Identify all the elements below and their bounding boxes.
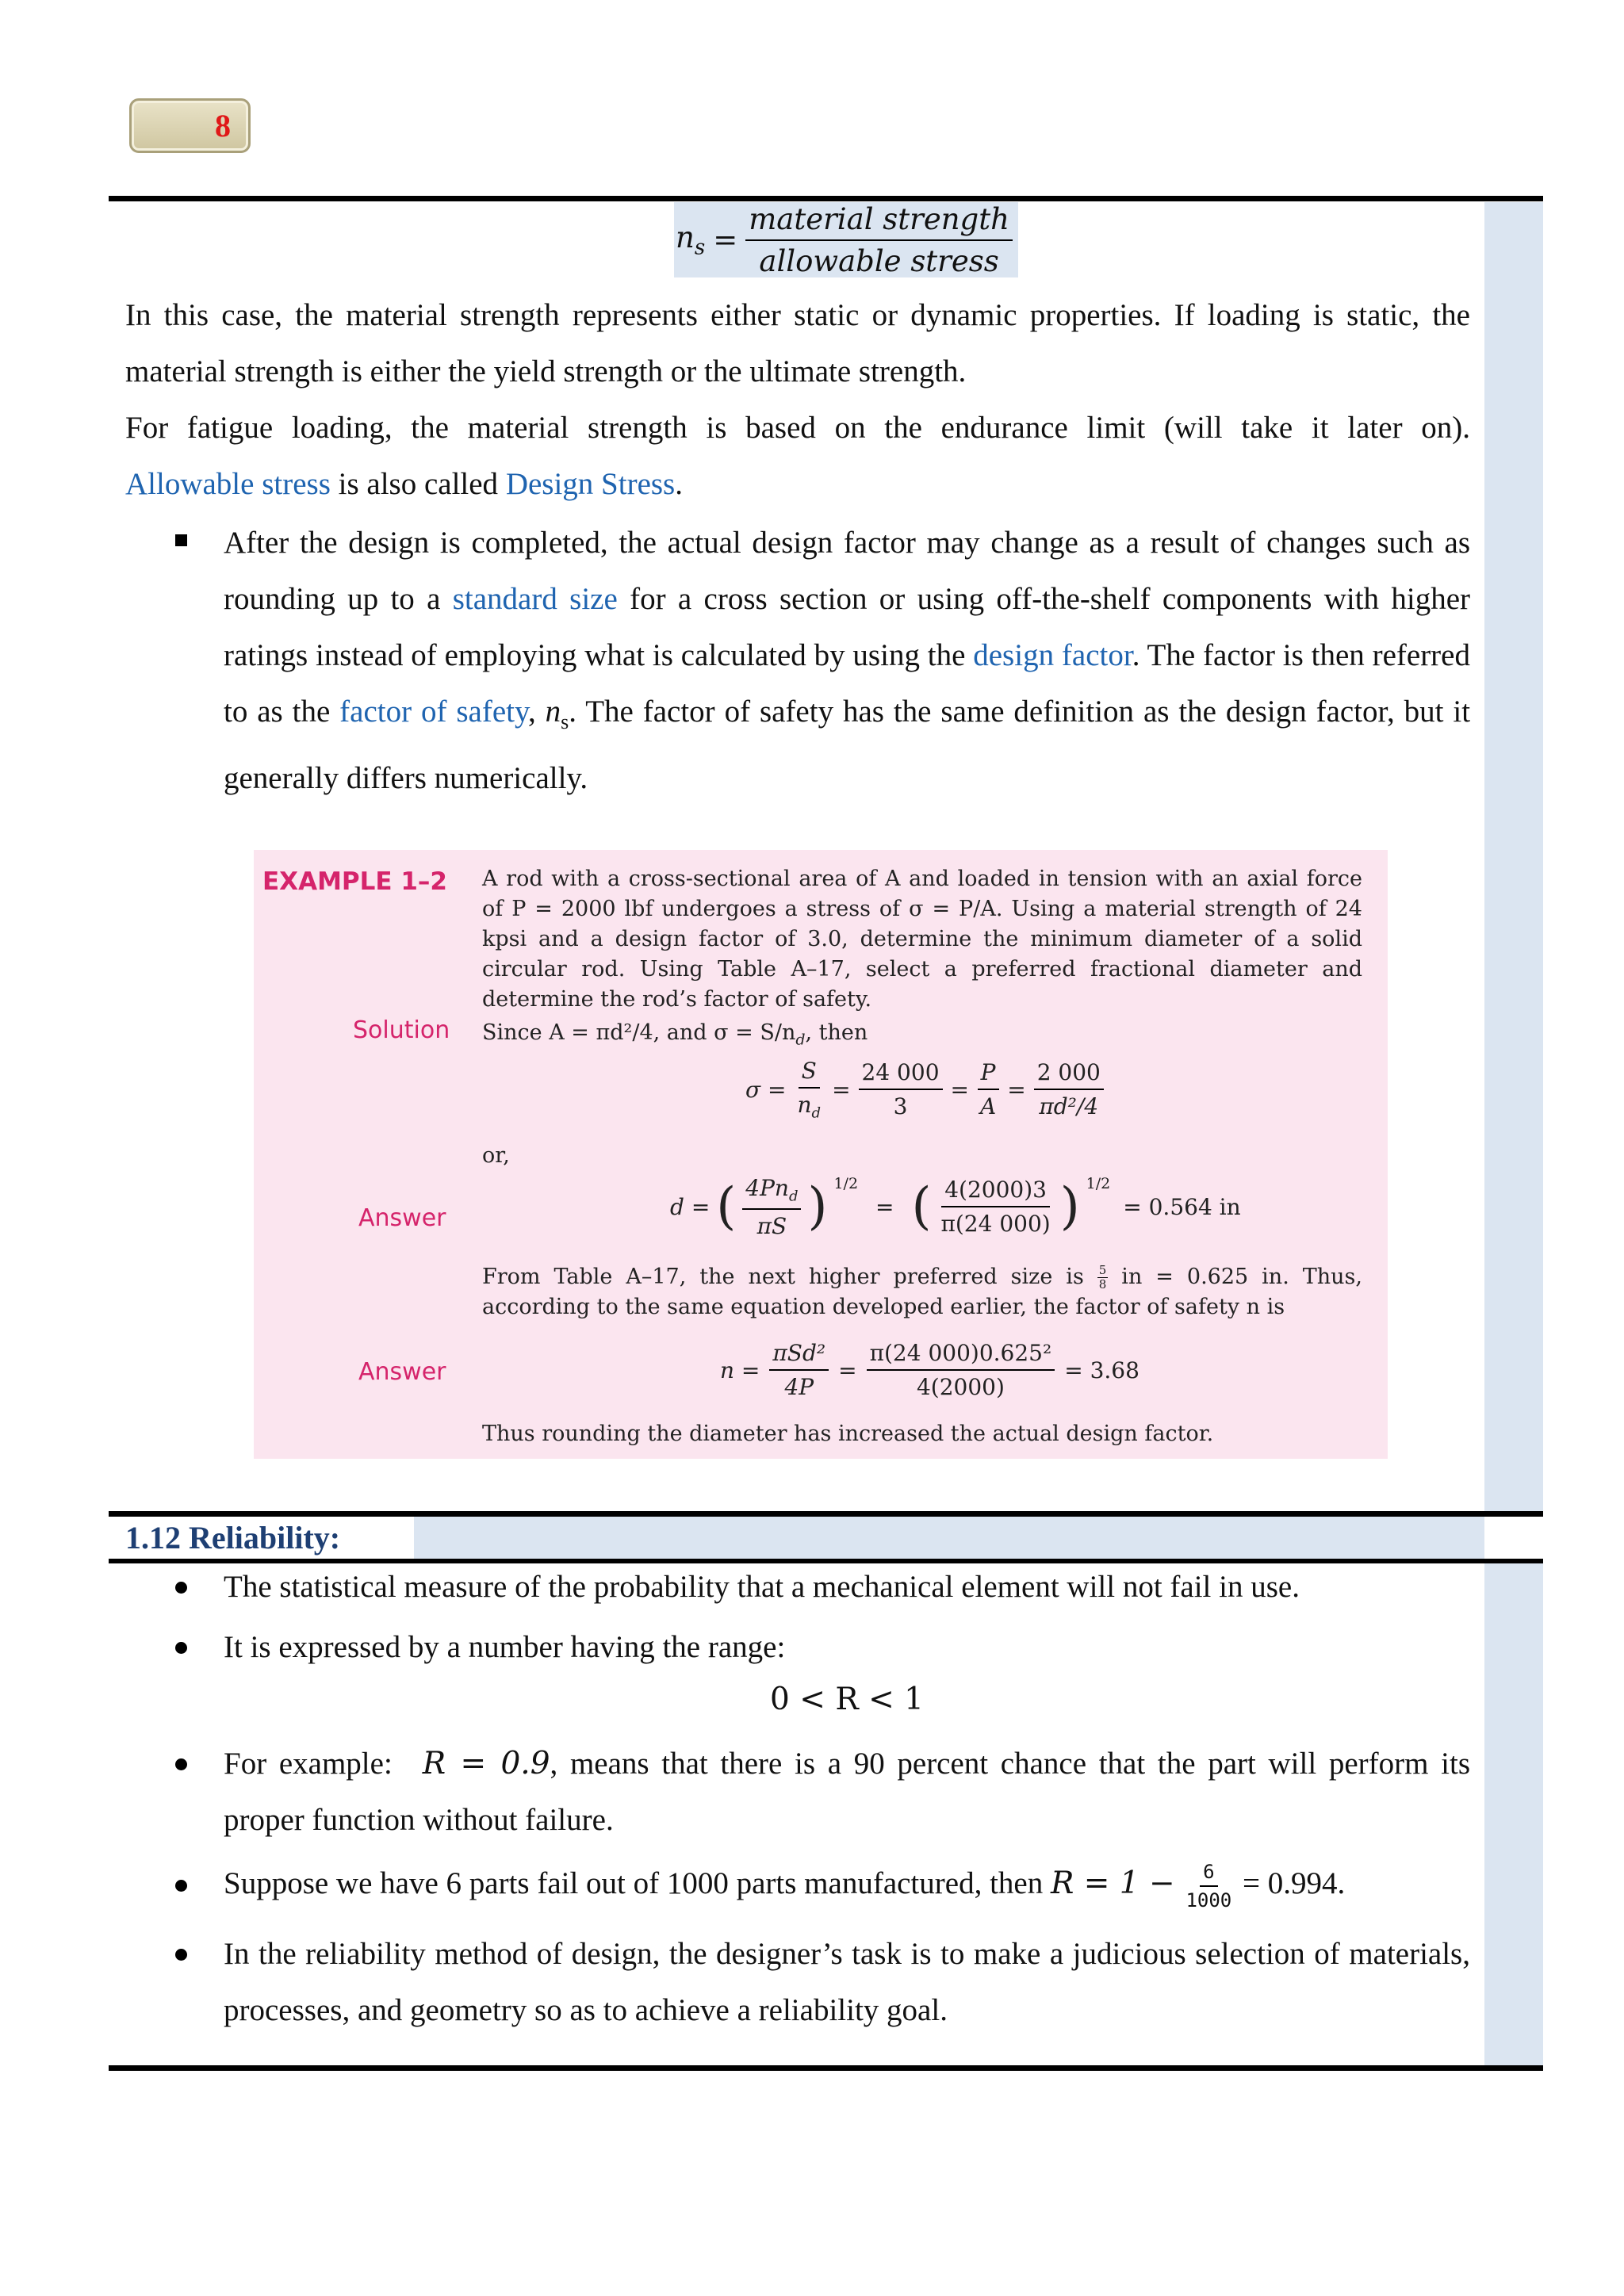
bullet-dot-icon [175,1880,187,1892]
intro-paragraph [125,287,1470,512]
factor-of-safety-equation: n = $\frac{\text{πSd²}}{4P}$ = $\frac{\text{π(24 000)0.625²}}{4(2000)}$ = 3.68 [720,1340,1139,1400]
reliability-range: 0 < R < 1 [770,1682,924,1717]
factor-of-safety-term: factor of safety [339,695,528,729]
bullet-dot-icon [175,1642,187,1654]
allowable-stress-term: Allowable stress [125,467,331,501]
page-number-badge [129,98,251,153]
para-line-3: For fatigue loading, the material strength is based on the endurance limit (will take it later on). [125,411,1470,445]
example-title: EXAMPLE 1–2 [262,867,447,896]
right-shaded-band-lower [1484,1563,1543,2065]
or-text: or, [482,1143,510,1168]
square-bullet-icon [175,534,187,546]
diameter-equation: d = ( $\frac{4Pn_d}{\pi S}$ ) $^{1/2}$ = ( $\frac{4(2000)3}{\pi(24 000)}$ ) $^{1/2}$ = 0.564 in [670,1175,1241,1239]
reliability-bullet-1: The statistical measure of the probability that a mechanical element will not fail in use. [224,1570,1300,1604]
answer-label-1: Answer [358,1204,446,1232]
section-title: 1.12 Reliability: [109,1517,414,1559]
reliability-bullet-2: It is expressed by a number having the range: [224,1630,786,1664]
example-conclusion: Thus rounding the diameter has increased the actual design factor. [482,1422,1214,1446]
solution-text: Since A = πd²/4, and $\sigma = S/n_d$, then [482,1020,868,1049]
example-problem: A rod with a cross-sectional area of A and loaded in tension with an axial force of P = 2000 lbf undergoes a stress of σ = P/A. Using a material strength of 24 kpsi and a design factor of 3.0, determine the minimum diameter of a solid circular rod. Using Table A–17, select a preferred fractional diameter and determine the rod’s factor of safety. [482,867,1362,1012]
bullet-dot-icon [175,1582,187,1594]
solution-label: Solution [353,1016,450,1044]
section-rule-top [109,1511,1543,1517]
bullet-dot-icon [175,1758,187,1770]
table-text: From Table A–17, the next higher preferred size is $\frac{5}{8}$ in = 0.625 in. Thus, according to the same equation developed earlier, the factor of safety n is [482,1263,1362,1319]
right-shaded-band [1484,202,1543,1513]
bottom-rule [109,2065,1543,2071]
reliability-bullet-4: Suppose we have 6 parts fail out of 1000 parts manufactured, then R = 1 − $\frac{6}{1000}$ = 0.994. [224,1861,1346,1912]
stress-equation: σ = $\frac{S}{n_d}$ = $\frac{24 000}{3}$ = $\frac{P}{A}$ = $\frac{2 000}{\text{πd²/4}}$ [745,1058,1104,1122]
answer-label-2: Answer [358,1358,446,1386]
standard-size-term: standard size [452,582,618,616]
design-stress-term: Design Stress [505,467,676,501]
bullet-dot-icon [175,1949,187,1961]
para-line-2: material strength is either the yield strength or the ultimate strength. [125,354,967,388]
section-heading-bar [109,1517,1484,1559]
reliability-bullet-3: For example: R = 0.9, means that there is a 90 percent chance that the part will perform its proper function without failure. [224,1746,1470,1837]
reliability-bullet-5: In the reliability method of design, the designer’s task is to make a judicious selection of materials, processes, and geometry so as to achieve a reliability goal. [224,1937,1470,2027]
design-factor-bullet: After the design is completed, the actual design factor may change as a result of changes such as rounding up to a standard size for a cross section or using off-the-shelf components with higher ratings instead of employing what is calculated by using the design factor. The factor is then referred to as the factor of safety, $n_s$. The factor of safety has the same definition as the design factor, but it generally differs numerically. [224,526,1471,795]
para-line-1: In this case, the material strength represents either static or dynamic properties. If loading is static, the [125,298,1470,332]
top-rule [109,196,1543,201]
formula-numerator: material strength [745,202,1013,241]
example-1-2-box [254,850,1388,1459]
page-number: 8 [215,108,231,144]
formula-lhs: $n_s$ [676,220,706,260]
safety-factor-formula: $n_s$ = $\frac{\text{material strength}}{\text{allowable stress}}$ [674,202,1018,277]
design-factor-term: design factor [973,638,1132,672]
formula-denominator: allowable stress [759,243,999,278]
para-line-4: Allowable stress is also called Design Stress. [125,467,683,501]
